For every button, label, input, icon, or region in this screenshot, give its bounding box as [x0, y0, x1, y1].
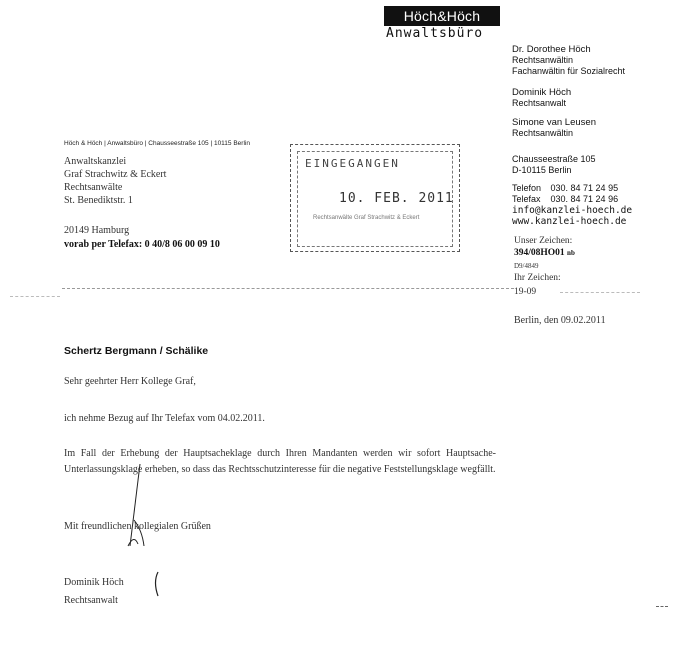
divider-line [560, 292, 640, 293]
partner-3 [512, 117, 596, 139]
our-reference-value: 394/08HO01 [514, 248, 565, 258]
fax-note: vorab per Telefax: 0 40/8 06 00 09 10 [64, 239, 220, 250]
partner-name: Dr. Dorothee Höch [512, 44, 591, 55]
stamp-title: EINGEGANGEN [305, 157, 400, 170]
body-paragraph: Im Fall der Erhebung der Hauptsacheklage durch Ihren Mandanten werden wir sofort Hauptsache-Unterlassungsklage erheben, so dass das Rechtsschutzinteresse für die negative Feststellungsklage wegfällt. [64, 448, 496, 475]
recipient-line: St. Benediktstr. 1 [64, 195, 133, 206]
logo-subtitle: Anwaltsbüro [386, 26, 484, 41]
phone-label: Telefon [512, 183, 542, 193]
divider-line [10, 296, 60, 297]
partner-name: Simone van Leusen [512, 117, 596, 128]
our-reference [514, 248, 575, 259]
your-reference-label: Ihr Zeichen: [514, 273, 561, 283]
logo-name: Höch&Höch [403, 8, 481, 24]
email-link[interactable]: info@kanzlei-hoech.de [512, 205, 633, 216]
signature-mark [100, 460, 180, 550]
closing: Mit freundlichen kollegialen Grüßen [64, 521, 211, 532]
our-reference-label: Unser Zeichen: [514, 236, 573, 246]
fax-label: Telefax [512, 194, 541, 204]
partner-name: Dominik Höch [512, 87, 572, 98]
signature-title: Rechtsanwalt [64, 595, 118, 606]
recipient-line: Anwaltskanzlei [64, 156, 127, 167]
stamp-footer: Rechtsanwälte Graf Strachwitz & Eckert [313, 215, 420, 221]
phone-row [512, 183, 632, 194]
firm-street: Chausseestraße 105 [512, 154, 596, 164]
your-reference-value: 19-09 [514, 287, 537, 297]
phone-number: 030. 84 71 24 95 [550, 183, 619, 193]
recipient-line: Graf Strachwitz & Eckert [64, 169, 167, 180]
recipient-address [64, 155, 166, 207]
web-link[interactable]: www.kanzlei-hoech.de [512, 216, 627, 227]
signature-name: Dominik Höch [64, 577, 124, 588]
our-reference-suffix: nb [567, 249, 575, 257]
recipient-line: Rechtsanwälte [64, 182, 123, 193]
recipient-city: 20149 Hamburg [64, 225, 130, 236]
firm-logo [384, 6, 500, 26]
firm-address [512, 154, 596, 176]
fax-number: 030. 84 71 24 96 [550, 194, 619, 204]
stamp-date: 10. FEB. 2011 [339, 191, 454, 206]
partner-2 [512, 87, 571, 109]
partner-1 [512, 44, 625, 77]
our-reference-sub: D9/4849 [514, 262, 539, 270]
place-date: Berlin, den 09.02.2011 [514, 315, 606, 326]
partner-title: Rechtsanwalt [512, 98, 567, 108]
received-stamp [290, 144, 460, 252]
sender-line: Höch & Höch | Anwaltsbüro | Chausseestraße 105 | 10115 Berlin [64, 140, 250, 147]
partner-title: Rechtsanwältin [512, 55, 574, 65]
partner-title: Rechtsanwältin [512, 128, 574, 138]
contact-block [512, 183, 632, 227]
divider-line [62, 288, 514, 289]
salutation: Sehr geehrter Herr Kollege Graf, [64, 376, 196, 387]
intro-sentence: ich nehme Bezug auf Ihr Telefax vom 04.02.2011. [64, 413, 265, 424]
signature-stroke [150, 570, 162, 598]
firm-city: D-10115 Berlin [512, 165, 572, 175]
letter-subject: Schertz Bergmann / Schälike [64, 345, 209, 357]
partner-title: Fachanwältin für Sozialrecht [512, 66, 626, 76]
fax-row [512, 194, 632, 205]
edge-mark [656, 606, 668, 607]
